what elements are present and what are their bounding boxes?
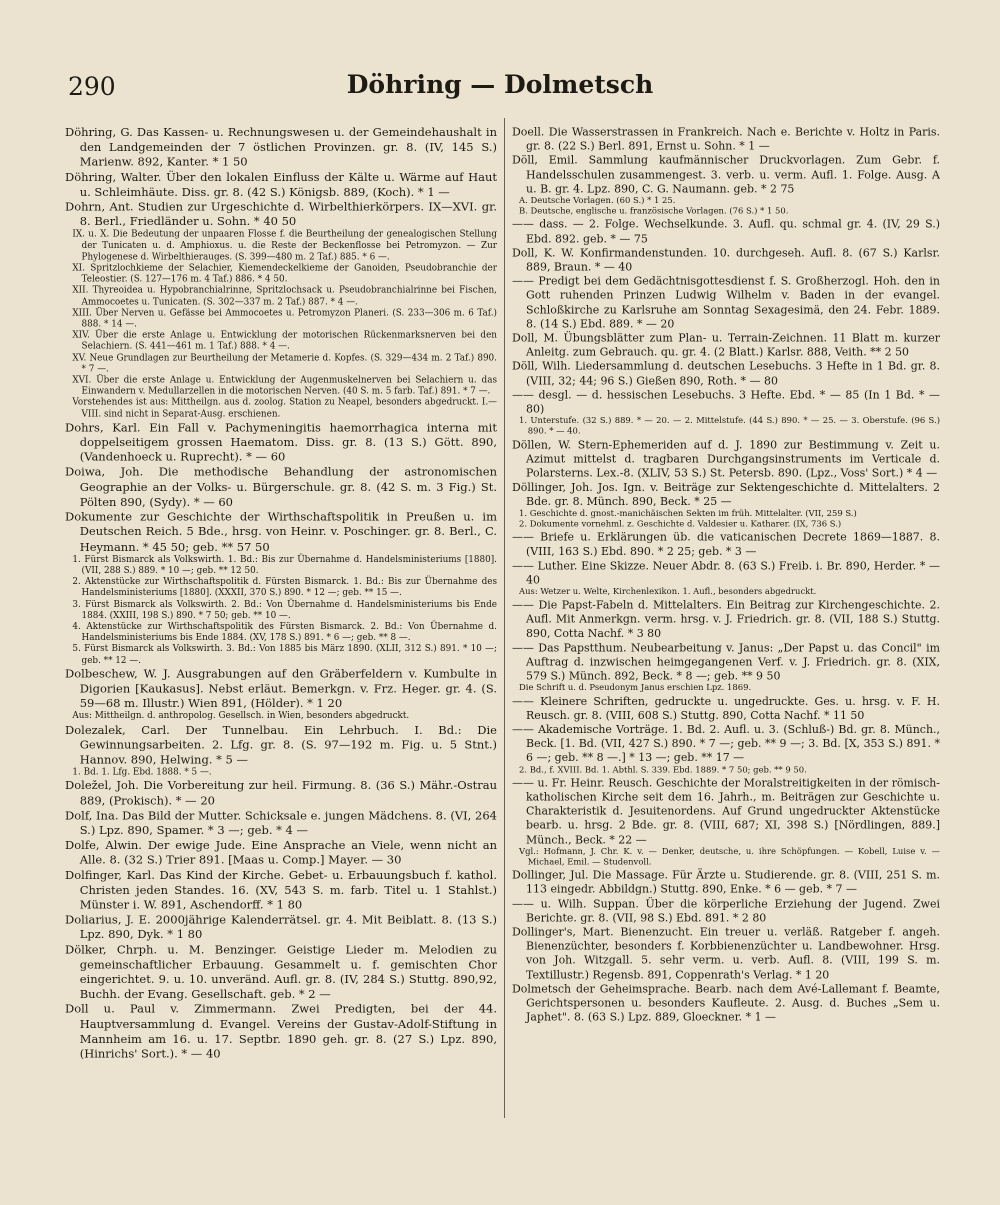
bibliography-entry: Doiwa, Joh. Die methodische Behandlung der astronomischen Geographie an der Volks- u. Bürgerschule. gr. 8. (42 S. m. 3 Fig.) St. Pölten 890, (Sydy). * — 60: [65, 464, 497, 509]
bibliography-entry: —— Briefe u. Erklärungen üb. die vaticanischen Decrete 1869—1887. 8. (VIII, 163 S.) Ebd. 890. * 2 25; geb. * 3 —: [512, 530, 940, 558]
bibliography-entry: —— u. Fr. Heinr. Reusch. Geschichte der Moralstreitigkeiten in der römisch-katholischen Kirche seit dem 16. Jahrh., m. Beiträgen zur Geschichte u. Charakteristik d. Jesuitenordens. Auf Grund ungedruckter Aktenstücke bearb. u. hrsg. 2 Bde. gr. 8. (VIII, 687; XI, 398 S.) [Nördlingen, 889.] Münch., Beck. * 22 —: [512, 775, 940, 846]
bibliography-subentry: XI. Spritzlochkieme der Selachier, Kiemendeckelkieme der Ganoiden, Pseudobranchie der Teleostier. (S. 127—176 m. 4 Taf.) 886. * 4 50.: [72, 262, 497, 285]
bibliography-entry: Dolbeschew, W. J. Ausgrabungen auf den Gräberfeldern v. Kumbulte in Digorien [Kaukasus]. Nebst erläut. Bemerkgn. v. Frz. Heger. gr. 4. (S. 59—68 m. Illustr.) Wien 891, (Hölder). * 1 20: [65, 666, 497, 711]
bibliography-entry: Doell. Die Wasserstrassen in Frankreich. Nach e. Berichte v. Holtz in Paris. gr. 8. (22 S.) Berl. 891, Ernst u. Sohn. * 1 —: [512, 125, 940, 153]
bibliography-entry: Doliarius, J. E. 2000jährige Kalenderrätsel. gr. 4. Mit Beiblatt. 8. (13 S.) Lpz. 890, Dyk. * 1 80: [65, 912, 497, 942]
bibliography-subentry: 1. Fürst Bismarck als Volkswirth. 1. Bd.: Bis zur Übernahme d. Handelsministeriums [1880]. (VII, 288 S.) 889. * 10 —; geb. ** 12 50.: [72, 554, 497, 576]
bibliography-subentry: Aus: Mittheilgn. d. anthropolog. Gesellsch. in Wien, besonders abgedruckt.: [72, 711, 410, 722]
bibliography-entry: Dölker, Chrph. u. M. Benzinger. Geistige Lieder m. Melodien zu gemeinschaftlicher Erbauung. Gesammelt u. f. gemischten Chor eingerichtet. 9. u. 10. unveränd. Aufl. gr. 8. (IV, 284 S.) Stuttg. 890,92, Buchh. der Evang. Gesellschaft. geb. * 2 —: [65, 942, 497, 1001]
bibliography-entry: Dolfinger, Karl. Das Kind der Kirche. Gebet- u. Erbauungsbuch f. kathol. Christen jeden Standes. 16. (XV, 543 S. m. farb. Titel u. 1 Stahlst.) Münster i. W. 891, Aschendorff. * 1 80: [65, 867, 497, 912]
bibliography-entry: Döhring, Walter. Über den lokalen Einfluss der Kälte u. Wärme auf Haut u. Schleimhäute. Diss. gr. 8. (42 S.) Königsb. 889, (Koch). * 1 —: [65, 169, 497, 199]
bibliography-entry: Dolezalek, Carl. Der Tunnelbau. Ein Lehrbuch. I. Bd.: Die Gewinnungsarbeiten. 2. Lfg. gr. 8. (S. 97—192 m. Fig. u. 5 Stnt.) Hannov. 890, Helwing. * 5 —: [65, 722, 497, 766]
bibliography-subentry: IX. u. X. Die Bedeutung der unpaaren Flosse f. die Beurtheilung der genealogischen Stellung der Tunicaten u. d. Amphioxus. u. die Reste der Beckenflosse bei Petromyzon. — Zur Phylogenese d. Wirbelthierauges. (S. 399—480 m. 2 Taf.) 885. * 6 —.: [72, 229, 497, 262]
right-column: [512, 125, 940, 1024]
bibliography-subentry: 1. Unterstufe. (32 S.) 889. * — 20. — 2. Mittelstufe. (44 S.) 890. * — 25. — 3. Oberstufe. (96 S.) 890. * — 40.: [519, 416, 940, 437]
bibliography-entry: Dolfe, Alwin. Der ewige Jude. Eine Ansprache an Viele, wenn nicht an Alle. 8. (32 S.) Trier 891. [Maas u. Comp.] Mayer. — 30: [65, 837, 497, 867]
bibliography-subentry: 3. Fürst Bismarck als Volkswirth. 2. Bd.: Von Übernahme d. Handelsministeriums bis Ende 1884. (XXIII, 198 S.) 890. * 7 50; geb. ** 10 —.: [72, 599, 497, 621]
running-head: Döhring — Dolmetsch: [346, 70, 654, 99]
bibliography-subentry: 1. Bd. 1. Lfg. Ebd. 1888. * 5 —.: [72, 767, 212, 778]
bibliography-entry: —— Predigt bei dem Gedächtnisgottesdienst f. S. Großherzogl. Hoh. den in Gott ruhenden Prinzen Ludwig Wilhelm v. Baden in der evangel. Schloßkirche zu Karlsruhe am Sonntag Sexagesimä, den 24. Febr. 1889. 8. (14 S.) Ebd. 889. * — 20: [512, 274, 940, 331]
bibliography-subentry: 2. Bd., f. XVIII. Bd. 1. Abthl. S. 339. Ebd. 1889. * 7 50; geb. ** 9 50.: [519, 764, 807, 775]
bibliography-subentry: A. Deutsche Vorlagen. (60 S.) * 1 25.: [519, 196, 676, 206]
bibliography-entry: —— u. Wilh. Suppan. Über die körperliche Erziehung der Jugend. Zwei Berichte. gr. 8. (VII, 98 S.) Ebd. 891. * 2 80: [512, 896, 940, 924]
bibliography-entry: Dohrn, Ant. Studien zur Urgeschichte d. Wirbelthierkörpers. IX—XVI. gr. 8. Berl., Friedländer u. Sohn. * 40 50: [65, 199, 497, 229]
bibliography-subentry: Vgl.: Hofmann, J. Chr. K. v. — Denker, deutsche, u. ihre Schöpfungen. — Kobell, Luise v. — Michael, Emil. — Studenvoll.: [519, 846, 940, 867]
bibliography-subentry: XVI. Über die erste Anlage u. Entwicklung der Augenmuskelnerven bei Selachiern u. das Einwandern v. Medullarzellen in die motorischen Nerven. (40 S. m. 5 farb. Taf.) 891. * 7 —.: [72, 375, 497, 397]
bibliography-subentry: 2. Dokumente vornehml. z. Geschichte d. Valdesier u. Katharer. (IX, 736 S.): [519, 519, 842, 530]
bibliography-entry: Dollinger's, Mart. Bienenzucht. Ein treuer u. verläß. Ratgeber f. angeh. Bienenzüchter, besonders f. Korbbienenzüchter u. Landbewohner. Hrsg. von Joh. Witzgall. 5. sehr verm. u. verb. Aufl. 8. (VIII, 199 S. m. Textillustr.) Regensb. 891, Coppenrath's Verlag. * 1 20: [512, 924, 940, 981]
bibliography-subentry: XIII. Über Nerven u. Gefässe bei Ammocoetes u. Petromyzon Planeri. (S. 233—306 m. 6 Taf.) 888. * 14 —.: [72, 307, 497, 330]
bibliography-entry: Dolf, Ina. Das Bild der Mutter. Schicksale e. jungen Mädchens. 8. (VI, 264 S.) Lpz. 890, Spamer. * 3 —; geb. * 4 —: [65, 808, 497, 837]
page-number: 290: [68, 72, 116, 101]
bibliography-entry: Döllen, W. Stern-Ephemeriden auf d. J. 1890 zur Bestimmung v. Zeit u. Azimut mittelst d. tragbaren Durchgangsinstruments im Verticale d. Polarsterns. Lex.-8. (XLIV, 53 S.) St. Petersb. 890. (Lpz., Voss' Sort.) * 4 —: [512, 437, 940, 480]
bibliography-entry: —— Das Papstthum. Neubearbeitung v. Janus: „Der Papst u. das Concil" im Auftrag d. inzwischen heimgegangenen Verf. v. J. Friedrich. gr. 8. (XIX, 579 S.) Münch. 892, Beck. * 8 —; geb. ** 9 50: [512, 640, 940, 683]
bibliography-entry: Dokumente zur Geschichte der Wirthschaftspolitik in Preußen u. im Deutschen Reich. 5 Bde., hrsg. von Heinr. v. Poschinger. gr. 8. Berl., C. Heymann. * 45 50; geb. ** 57 50: [65, 509, 497, 554]
bibliography-entry: Döhring, G. Das Kassen- u. Rechnungswesen u. der Gemeindehaushalt in den Landgemeinden der 7 östlichen Provinzen. gr. 8. (IV, 145 S.) Marienw. 892, Kanter. * 1 50: [65, 125, 497, 169]
bibliography-subentry: 1. Geschichte d. gnost.-manichäischen Sekten im früh. Mittelalter. (VII, 259 S.): [519, 508, 857, 519]
bibliography-entry: Doležel, Joh. Die Vorbereitung zur heil. Firmung. 8. (36 S.) Mähr.-Ostrau 889, (Prokisch). * — 20: [65, 778, 497, 808]
bibliography-subentry: 5. Fürst Bismarck als Volkswirth. 3. Bd.: Von 1885 bis März 1890. (XLII, 312 S.) 891. * 10 —; geb. ** 12 —.: [72, 644, 497, 666]
left-column: [65, 125, 497, 1061]
bibliography-subentry: Aus: Wetzer u. Welte, Kirchenlexikon. 1. Aufl., besonders abgedruckt.: [519, 587, 817, 597]
bibliography-entry: —— Akademische Vorträge. 1. Bd. 2. Aufl. u. 3. (Schluß-) Bd. gr. 8. Münch., Beck. [1. Bd. (VII, 427 S.) 890. * 7 —; geb. ** 9 —; 3. Bd. [X, 353 S.) 891. * 6 —; geb. ** 8 —.] * 13 —; geb. ** 17 —: [512, 722, 940, 764]
bibliography-entry: Doll u. Paul v. Zimmermann. Zwei Predigten, bei der 44. Hauptversammlung d. Evangel. Vereins der Gustav-Adolf-Stiftung in Mannheim am 16. u. 17. Septbr. 1890 geh. gr. 8. (27 S.) Lpz. 890, (Hinrichs' Sort.). * — 40: [65, 1001, 497, 1061]
bibliography-entry: Döll, Emil. Sammlung kaufmännischer Druckvorlagen. Zum Gebr. f. Handelsschulen zusammengest. 3. verb. u. verm. Aufl. 1. Folge. Ausg. A u. B. gr. 4. Lpz. 890, C. G. Naumann. geb. * 2 75: [512, 153, 940, 196]
bibliography-entry: —— dass. — 2. Folge. Wechselkunde. 3. Aufl. qu. schmal gr. 4. (IV, 29 S.) Ebd. 892. geb. * — 75: [512, 217, 940, 245]
bibliography-entry: Dollinger, Jul. Die Massage. Für Ärzte u. Studierende. gr. 8. (VIII, 251 S. m. 113 eingedr. Abbildgn.) Stuttg. 890, Enke. * 6 — geb. * 7 —: [512, 868, 940, 896]
bibliography-subentry: XIV. Über die erste Anlage u. Entwicklung der motorischen Rückenmarksnerven bei den Selachiern. (S. 441—461 m. 1 Taf.) 888. * 4 —.: [72, 330, 497, 352]
bibliography-subentry: 2. Aktenstücke zur Wirthschaftspolitik d. Fürsten Bismarck. 1. Bd.: Bis zur Übernahme des Handelsministeriums [1880]. (XXXII, 370 S.) 890. * 12 —; geb. ** 15 —.: [72, 576, 497, 599]
bibliography-subentry: XV. Neue Grundlagen zur Beurtheilung der Metamerie d. Kopfes. (S. 329—434 m. 2 Taf.) 890. * 7 —.: [72, 352, 497, 375]
bibliography-subentry: 4. Aktenstücke zur Wirthschaftspolitik des Fürsten Bismarck. 2. Bd.: Von Übernahme d. Handelsministeriums bis Ende 1884. (XV, 178 S.) 891. * 6 —; geb. ** 8 —.: [72, 621, 497, 643]
column-divider: [504, 118, 505, 1118]
bibliography-subentry: XII. Thyreoidea u. Hypobranchialrinne, Spritzlochsack u. Pseudobranchialrinne bei Fischen, Ammocoetes u. Tunicaten. (S. 302—337 m. 2 Taf.) 887. * 4 —.: [72, 285, 497, 307]
bibliography-entry: Dohrs, Karl. Ein Fall v. Pachymeningitis haemorrhagica interna mit doppelseitigem grossen Haematom. Diss. gr. 8. (13 S.) Gött. 890, (Vandenhoeck u. Ruprecht). * — 60: [65, 420, 497, 464]
bibliography-entry: —— Die Papst-Fabeln d. Mittelalters. Ein Beitrag zur Kirchengeschichte. 2. Aufl. Mit Anmerkgn. verm. hrsg. v. J. Friedrich. gr. 8. (VII, 188 S.) Stuttg. 890, Cotta Nachf. * 3 80: [512, 597, 940, 640]
bibliography-subentry: Vorstehendes ist aus: Mittheilgn. aus d. zoolog. Station zu Neapel, besonders abgedruckt. I.—VIII. sind nicht in Separat-Ausg. erschienen.: [72, 397, 497, 420]
bibliography-entry: Döll, Wilh. Liedersammlung d. deutschen Lesebuchs. 3 Hefte in 1 Bd. gr. 8. (VIII, 32; 44; 96 S.) Gießen 890, Roth. * — 80: [512, 359, 940, 387]
bibliography-subentry: B. Deutsche, englische u. französische Vorlagen. (76 S.) * 1 50.: [519, 206, 789, 217]
bibliography-entry: —— Kleinere Schriften, gedruckte u. ungedruckte. Ges. u. hrsg. v. F. H. Reusch. gr. 8. (VIII, 608 S.) Stuttg. 890, Cotta Nachf. * 11 50: [512, 693, 940, 722]
bibliography-entry: Döllinger, Joh. Jos. Ign. v. Beiträge zur Sektengeschichte d. Mittelalters. 2 Bde. gr. 8. Münch. 890, Beck. * 25 —: [512, 480, 940, 508]
bibliography-entry: Dolmetsch der Geheimsprache. Bearb. nach dem Avé-Lallemant f. Beamte, Gerichtspersonen u. besonders Kaufleute. 2. Ausg. d. Buches „Sem u. Japhet". 8. (63 S.) Lpz. 889, Gloeckner. * 1 —: [512, 981, 940, 1024]
bibliography-entry: —— desgl. — d. hessischen Lesebuchs. 3 Hefte. Ebd. * — 85 (In 1 Bd. * — 80): [512, 388, 940, 416]
bibliography-entry: —— Luther. Eine Skizze. Neuer Abdr. 8. (63 S.) Freib. i. Br. 890, Herder. * — 40: [512, 558, 940, 587]
bibliography-entry: Doll, M. Übungsblätter zum Plan- u. Terrain-Zeichnen. 11 Blatt m. kurzer Anleitg. zum Gebrauch. qu. gr. 4. (2 Blatt.) Karlsr. 888, Veith. ** 2 50: [512, 331, 940, 359]
bibliography-subentry: Die Schrift u. d. Pseudonym Janus erschien Lpz. 1869.: [519, 683, 752, 693]
bibliography-entry: Doll, K. W. Konfirmandenstunden. 10. durchgeseh. Aufl. 8. (67 S.) Karlsr. 889, Braun. * — 40: [512, 245, 940, 274]
